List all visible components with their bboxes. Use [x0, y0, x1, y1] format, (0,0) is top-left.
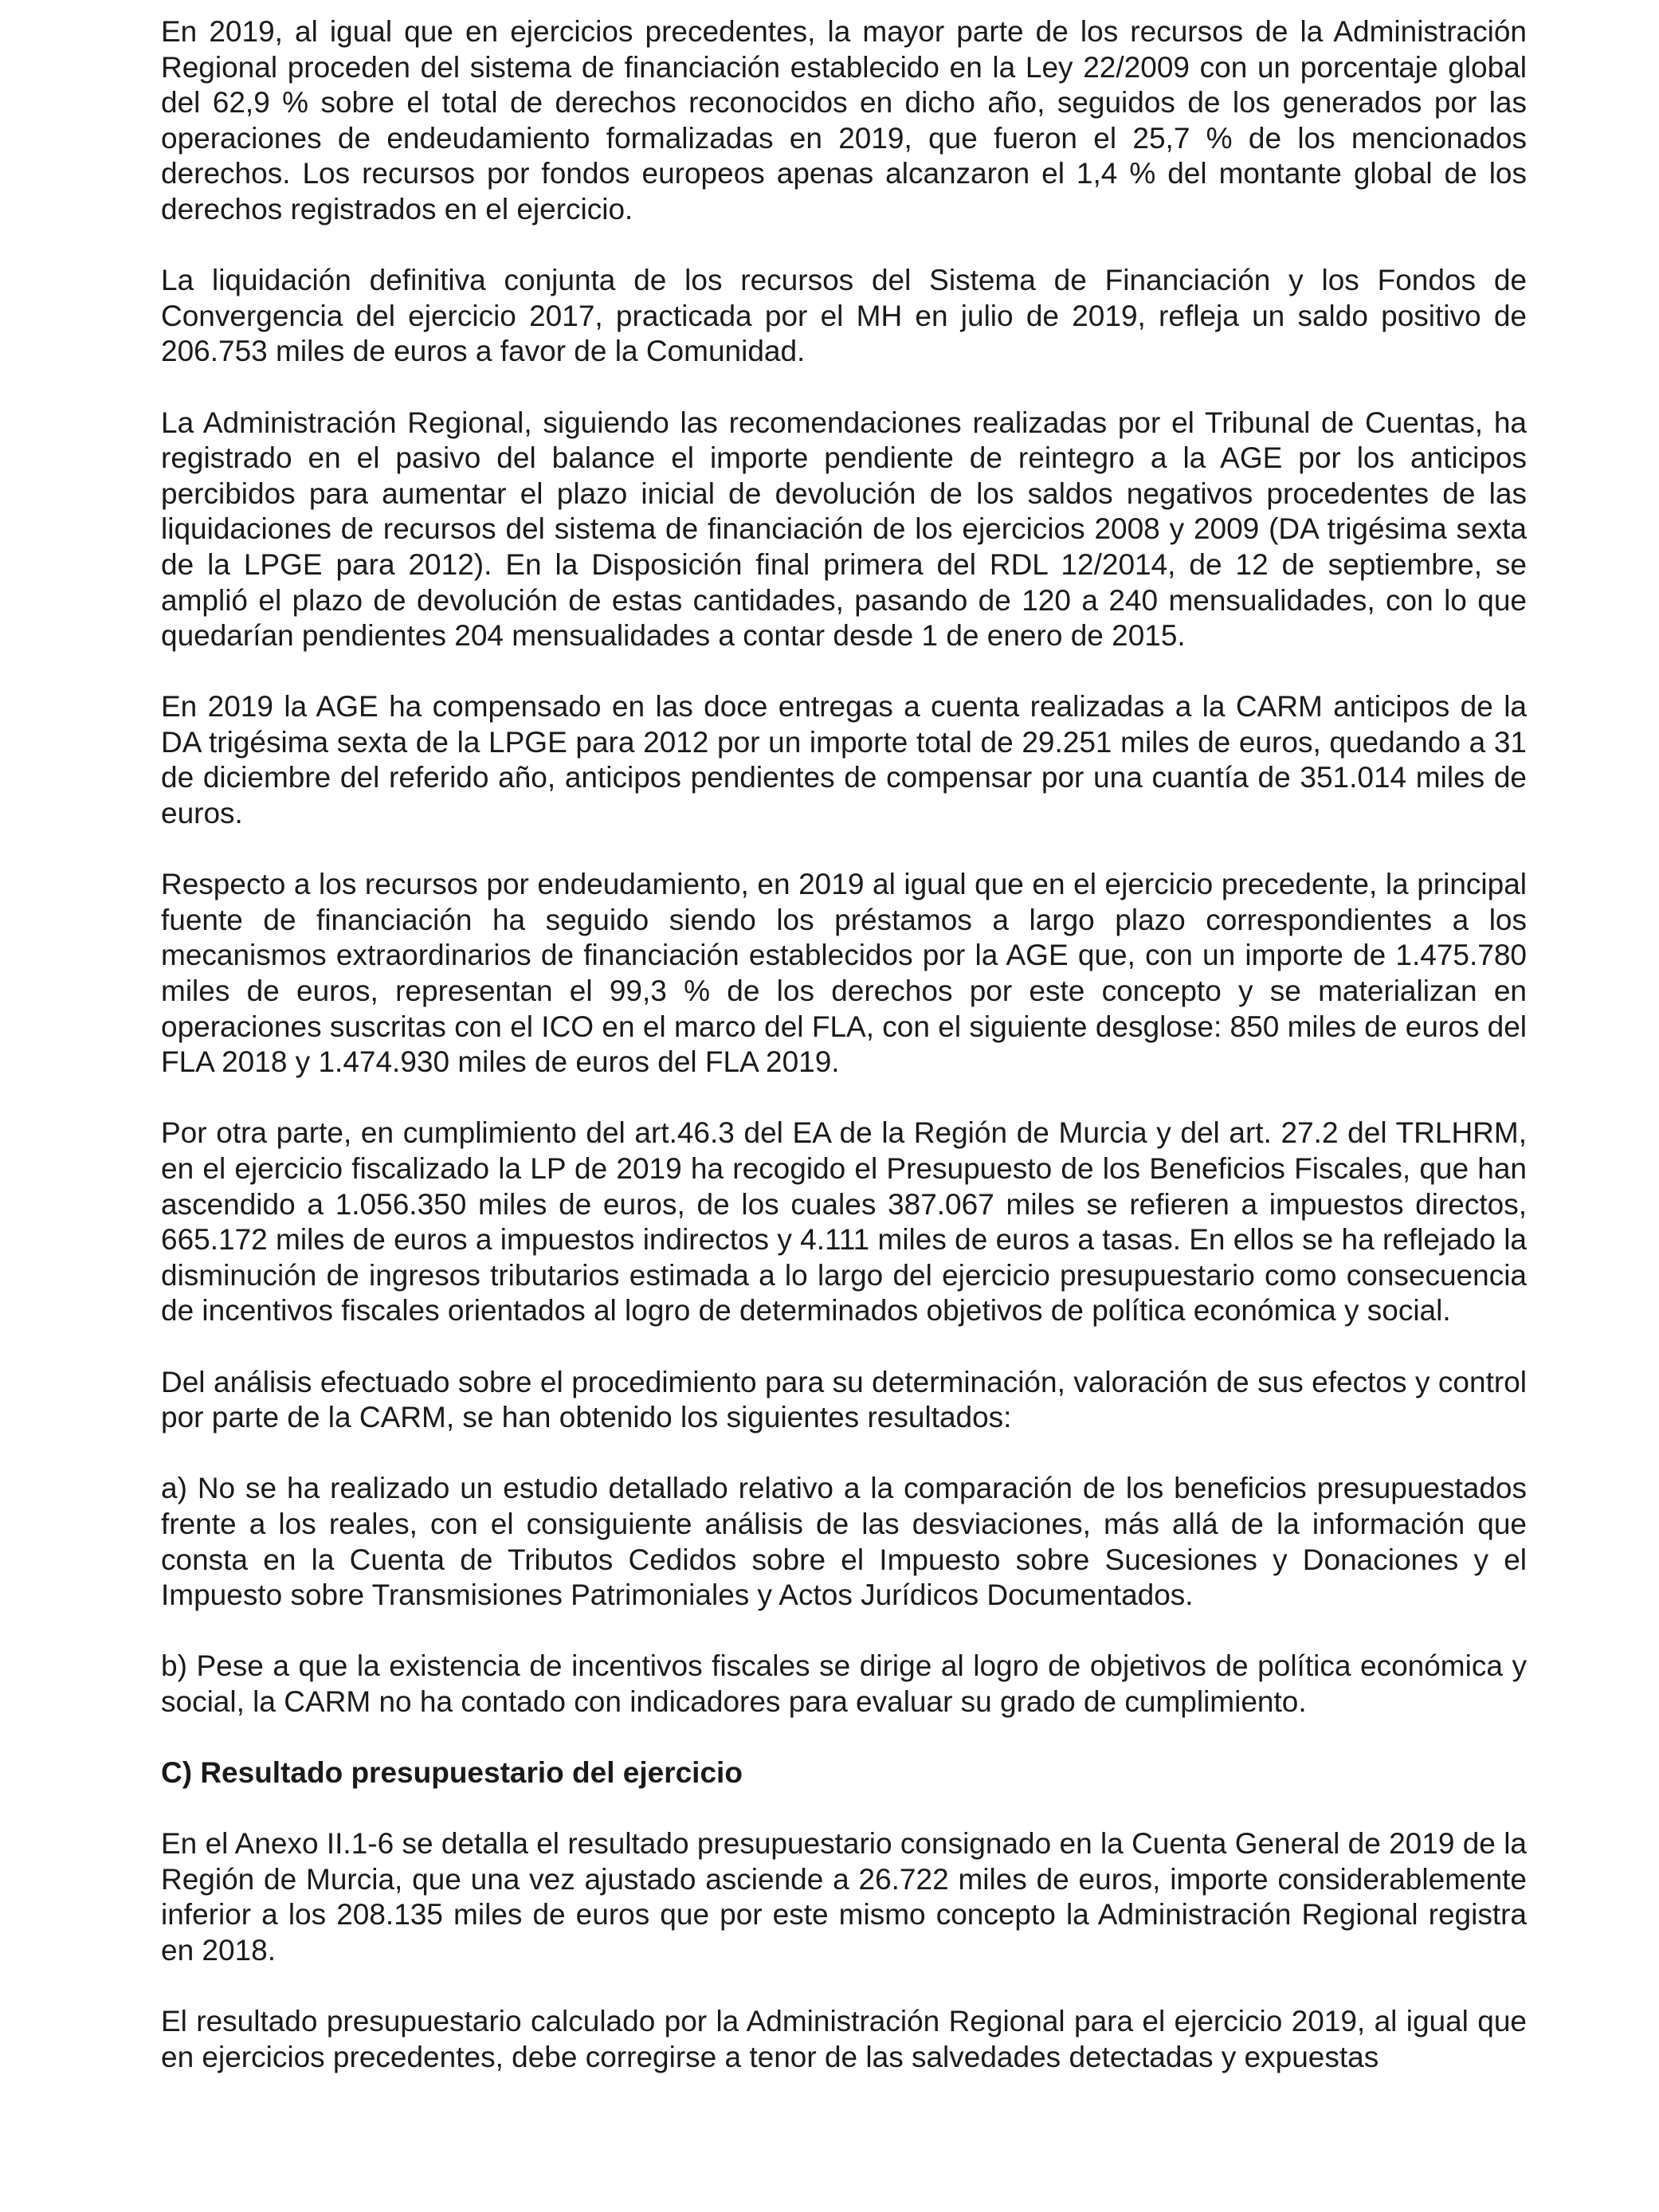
paragraph-age-compensation: En 2019 la AGE ha compensado en las doce entregas a cuenta realizadas a la CARM anticipos de la DA trigésima sexta de la LPGE para 2012 por un importe total de 29.251 miles de euros, quedando a 31 de diciembre del referido año, anticipos pendientes de compensar por una cuantía de 351.014 miles de euros.	[161, 690, 1527, 830]
paragraph-debt-resources: Respecto a los recursos por endeudamiento, en 2019 al igual que en el ejercicio precedente, la principal fuente de financiación ha seguido siendo los préstamos a largo plazo correspondientes a los mecanismos extraordinarios de financiación establecidos por la AGE que, con un importe de 1.475.780 miles de euros, representan el 99,3 % de los derechos por este concepto y se materializan en operaciones suscritas con el ICO en el marco del FLA, con el siguiente desglose: 850 miles de euros del FLA 2018 y 1.474.930 miles de euros del FLA 2019.	[161, 868, 1527, 1079]
paragraph-balance-liabilities: La Administración Regional, siguiendo las recomendaciones realizadas por el Tribunal de Cuentas, ha registrado en el pasivo del balance el importe pendiente de reintegro a la AGE por los anticipos percibidos para aumentar el plazo inicial de devolución de los saldos negativos procedentes de las liquidaciones de recursos del sistema de financiación de los ejercicios 2008 y 2009 (DA trigésima sexta de la LPGE para 2012). En la Disposición final primera del RDL 12/2014, de 12 de septiembre, se amplió el plazo de devolución de estas cantidades, pasando de 120 a 240 mensualidades, con lo que quedarían pendientes 204 mensualidades a contar desde 1 de enero de 2015.	[161, 406, 1527, 653]
paragraph-financing-sources: En 2019, al igual que en ejercicios precedentes, la mayor parte de los recursos de la Administración Regional proceden del sistema de financiación establecido en la Ley 22/2009 con un porcentaje global del 62,9 % sobre el total de derechos reconocidos en dicho año, seguidos de los generados por las operaciones de endeudamiento formalizadas en 2019, que fueron el 25,7 % de los mencionados derechos. Los recursos por fondos europeos apenas alcanzaron el 1,4 % del montante global de los derechos registrados en el ejercicio.	[161, 15, 1527, 226]
paragraph-final-settlement: La liquidación definitiva conjunta de los recursos del Sistema de Financiación y los Fondos de Convergencia del ejercicio 2017, practicada por el MH en julio de 2019, refleja un saldo positivo de 206.753 miles de euros a favor de la Comunidad.	[161, 264, 1527, 368]
paragraph-budget-correction: El resultado presupuestario calculado por la Administración Regional para el ejercicio 2019, al igual que en ejercicios precedentes, debe corregirse a tenor de las salvedades detectadas y expuestas	[161, 2005, 1527, 2073]
paragraph-tax-benefits: Por otra parte, en cumplimiento del art.46.3 del EA de la Región de Murcia y del art. 27.2 del TRLHRM, en el ejercicio fiscalizado la LP de 2019 ha recogido el Presupuesto de los Beneficios Fiscales, que han ascendido a 1.056.350 miles de euros, de los cuales 387.067 miles se refieren a impuestos directos, 665.172 miles de euros a impuestos indirectos y 4.111 miles de euros a tasas. En ellos se ha reflejado la disminución de ingresos tributarios estimada a lo largo del ejercicio presupuestario como consecuencia de incentivos fiscales orientados al logro de determinados objetivos de política económica y social.	[161, 1116, 1527, 1328]
paragraph-budget-result: En el Anexo II.1-6 se detalla el resultado presupuestario consignado en la Cuenta General de 2019 de la Región de Murcia, que una vez ajustado asciende a 26.722 miles de euros, importe considerablemente inferior a los 208.135 miles de euros que por este mismo concepto la Administración Regional registra en 2018.	[161, 1827, 1527, 1967]
section-heading: C) Resultado presupuestario del ejercicio	[161, 1756, 743, 1790]
paragraph-finding-a: a) No se ha realizado un estudio detallado relativo a la comparación de los beneficios presupuestados frente a los reales, con el consiguiente análisis de las desviaciones, más allá de la información que consta en la Cuenta de Tributos Cedidos sobre el Impuesto sobre Sucesiones y Donaciones y el Impuesto sobre Transmisiones Patrimoniales y Actos Jurídicos Documentados.	[161, 1472, 1527, 1612]
paragraph-finding-b: b) Pese a que la existencia de incentivos fiscales se dirige al logro de objetivos de política económica y social, la CARM no ha contado con indicadores para evaluar su grado de cumplimiento.	[161, 1649, 1527, 1718]
document-page	[161, 14, 1527, 2075]
paragraph-analysis-intro: Del análisis efectuado sobre el procedimiento para su determinación, valoración de sus efectos y control por parte de la CARM, se han obtenido los siguientes resultados:	[161, 1365, 1527, 1434]
